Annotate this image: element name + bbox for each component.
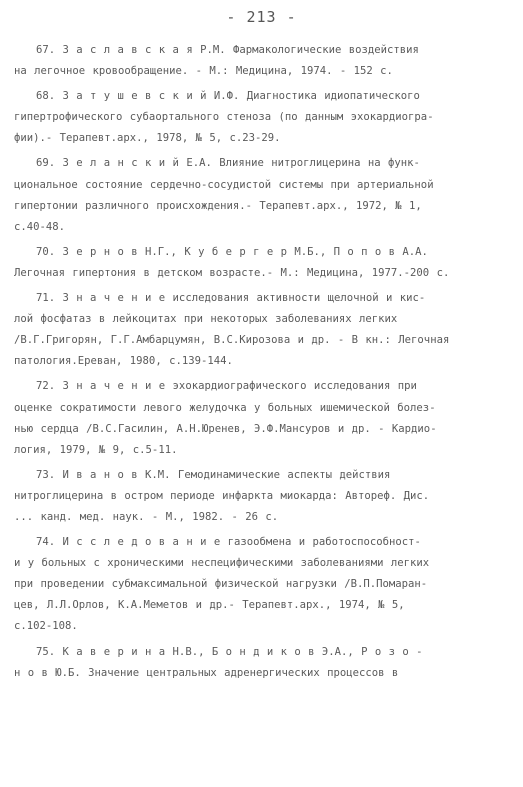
entry-line: фии).- Терапевт.арх., 1978, № 5, с.23-29. — [14, 132, 281, 145]
entry-line: 72. З н а ч е н и е эхокардиографического исследования при — [36, 380, 417, 393]
bibliography-entry — [14, 40, 514, 82]
entry-line: 68. З а т у ш е в с к и й И.Ф. Диагностика идиопатического — [36, 90, 420, 103]
page-number: - 213 - — [226, 8, 297, 26]
entry-line: с.40-48. — [14, 220, 66, 233]
bibliography-entry — [14, 288, 514, 372]
entry-line: циональное состояние сердечно-сосудистой системы при артериальной — [14, 178, 434, 191]
entry-line: 69. З е л а н с к и й Е.А. Влияние нитроглицерина на функ- — [36, 157, 420, 170]
entry-line: цев, Л.Л.Орлов, К.А.Меметов и др.- Терапевт.арх., 1974, № 5, — [14, 599, 405, 612]
bibliography-entry — [14, 242, 514, 284]
entry-line: 75. К а в е р и н а Н.В., Б о н д и к о в Э.А., Р о з о - — [36, 645, 423, 658]
bibliography-entry — [14, 153, 514, 237]
entry-line: с.102-108. — [14, 620, 78, 633]
entry-line: лой фосфатаз в лейкоцитах при некоторых заболеваниях легких — [14, 313, 398, 326]
entry-line: 73. И в а н о в К.М. Гемодинамические аспекты действия — [36, 468, 391, 481]
bibliography-entry — [14, 376, 514, 460]
entry-line: 70. З е р н о в Н.Г., К у б е р г е р М.Б., П о п о в А.А. — [36, 245, 428, 258]
bibliography-list — [14, 40, 514, 688]
entry-line: н о в Ю.Б. Значение центральных адренергических процессов в — [14, 666, 399, 679]
entry-line: ... канд. мед. наук. - М., 1982. - 26 с. — [14, 510, 279, 523]
entry-line: нитроглицерина в остром периоде инфаркта миокарда: Автореф. Дис. — [14, 489, 430, 502]
entry-line: нью сердца /В.С.Гасилин, А.Н.Юренев, Э.Ф.Мансуров и др. - Кардио- — [14, 422, 437, 435]
entry-line: и у больных с хроническими неспецифическими заболеваниями легких — [14, 557, 430, 570]
bibliography-entry — [14, 86, 514, 149]
entry-line: логия, 1979, № 9, с.5-11. — [14, 443, 178, 456]
entry-line: оценке сократимости левого желудочка у больных ишемической болез- — [14, 401, 436, 414]
entry-line: гипертрофического субаортального стеноза (по данным эхокардиогра- — [14, 111, 434, 124]
entry-line: /В.Г.Григорян, Г.Г.Амбарцумян, В.С.Кирозова и др. - В кн.: Легочная — [14, 334, 450, 347]
entry-line: патология.Ереван, 1980, с.139-144. — [14, 355, 233, 368]
bibliography-entry — [14, 532, 514, 637]
entry-line: Легочная гипертония в детском возрасте.- М.: Медицина, 1977.-200 с. — [14, 266, 450, 279]
entry-line: гипертонии различного происхождения.- Терапевт.арх., 1972, № 1, — [14, 199, 422, 212]
entry-line: 71. З н а ч е н и е исследования активности щелочной и кис- — [36, 292, 426, 305]
bibliography-entry — [14, 465, 514, 528]
entry-line: на легочное кровообращение. - М.: Медицина, 1974. - 152 с. — [14, 65, 393, 78]
entry-line: 67. З а с л а в с к а я Р.М. Фармакологические воздействия — [36, 44, 419, 56]
entry-line: при проведении субмаксимальной физической нагрузки /В.П.Помаран- — [14, 578, 428, 591]
entry-line: 74. И с с л е д о в а н и е газообмена и работоспособност- — [36, 536, 421, 549]
bibliography-entry — [14, 642, 514, 684]
